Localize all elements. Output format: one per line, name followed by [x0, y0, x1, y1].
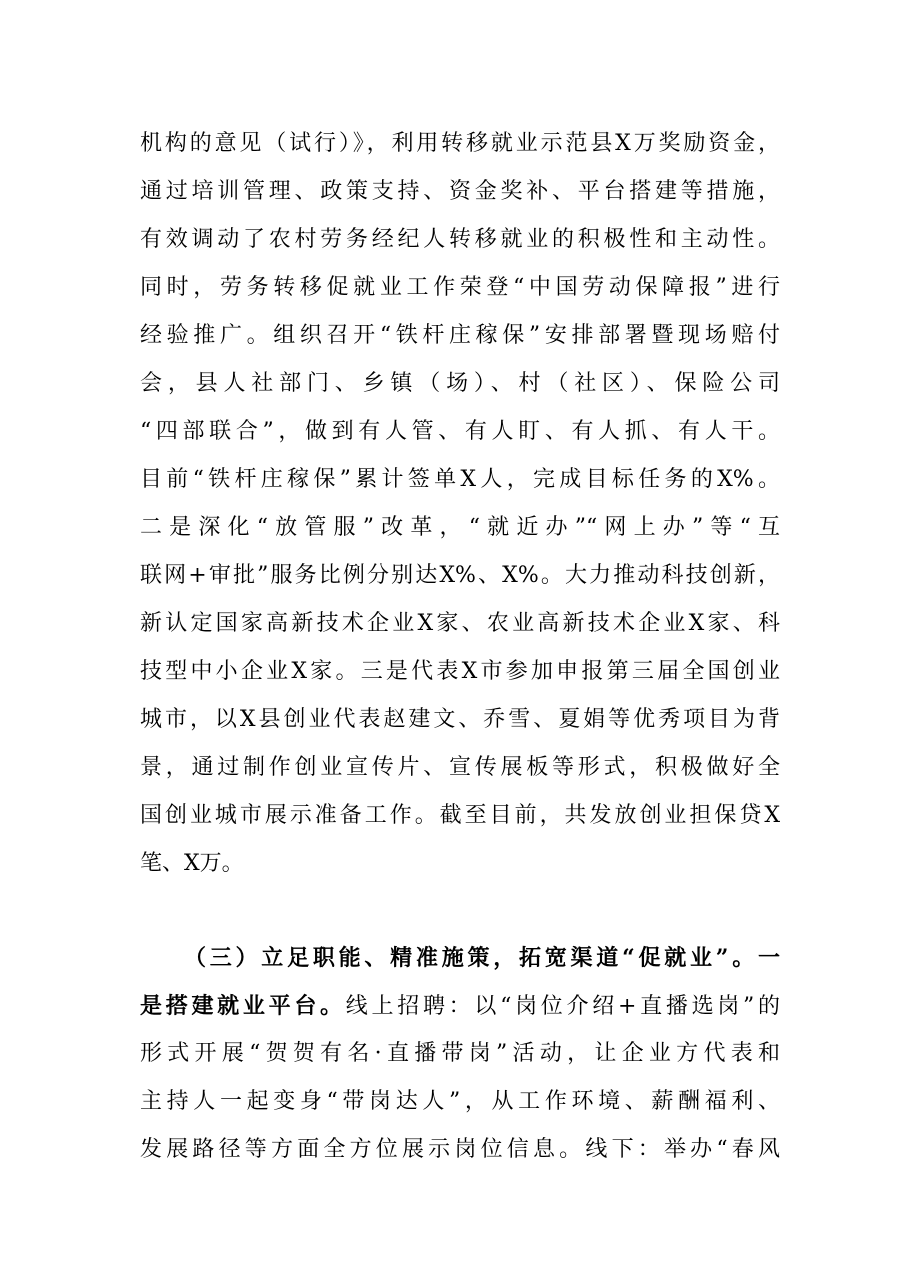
bold-lead: 是搭建就业平台。 [140, 993, 346, 1019]
text-line: 发展路径等方面全方位展示岗位信息。线下：举办“春风 [140, 1137, 780, 1162]
text-line: 笔、X万。 [140, 851, 244, 876]
text-line: 国创业城市展示准备工作。截至目前，共发放创业担保贷X [140, 803, 780, 828]
text-line: 形式开展“贺贺有名·直播带岗”活动，让企业方代表和 [140, 1041, 780, 1066]
text-line: 新认定国家高新技术企业X家、农业高新技术企业X家、科 [140, 611, 780, 636]
paragraph-gap [140, 888, 780, 934]
text-line: 技型中小企业X家。三是代表X市参加申报第三届全国创业 [140, 659, 780, 684]
text-line: “四部联合”，做到有人管、有人盯、有人抓、有人干。 [140, 419, 780, 444]
text-line: 二是深化“放管服”改革，“就近办”“网上办”等“互 [140, 515, 780, 540]
text-line: 联网+审批”服务比例分别达X%、X%。大力推动科技创新， [140, 563, 780, 588]
text-line: 主持人一起变身“带岗达人”，从工作环境、薪酬福利、 [140, 1089, 780, 1114]
body-text [140, 120, 780, 1174]
text-line-mixed [140, 982, 780, 1030]
text-line: 目前“铁杆庄稼保”累计签单X人，完成目标任务的X%。 [140, 467, 780, 492]
text-line: 城市，以X县创业代表赵建文、乔雪、夏娟等优秀项目为背 [140, 707, 780, 732]
text-rest: 线上招聘：以“岗位介绍+直播选岗”的 [345, 994, 780, 1019]
text-line: 会，县人社部门、乡镇（场）、村（社区）、保险公司 [140, 371, 780, 396]
text-line: 有效调动了农村劳务经纪人转移就业的积极性和主动性。 [140, 227, 780, 252]
text-line: 景，通过制作创业宣传片、宣传展板等形式，积极做好全 [140, 755, 780, 780]
text-line: 机构的意见（试行）》，利用转移就业示范县X万奖励资金， [140, 131, 780, 156]
text-line: 通过培训管理、政策支持、资金奖补、平台搭建等措施， [140, 179, 780, 204]
text-line: 同时，劳务转移促就业工作荣登“中国劳动保障报”进行 [140, 275, 780, 300]
text-line: 经验推广。组织召开“铁杆庄稼保”安排部署暨现场赔付 [140, 323, 780, 348]
section-heading: （三）立足职能、精准施策，拓宽渠道“促就业”。一 [184, 945, 780, 971]
